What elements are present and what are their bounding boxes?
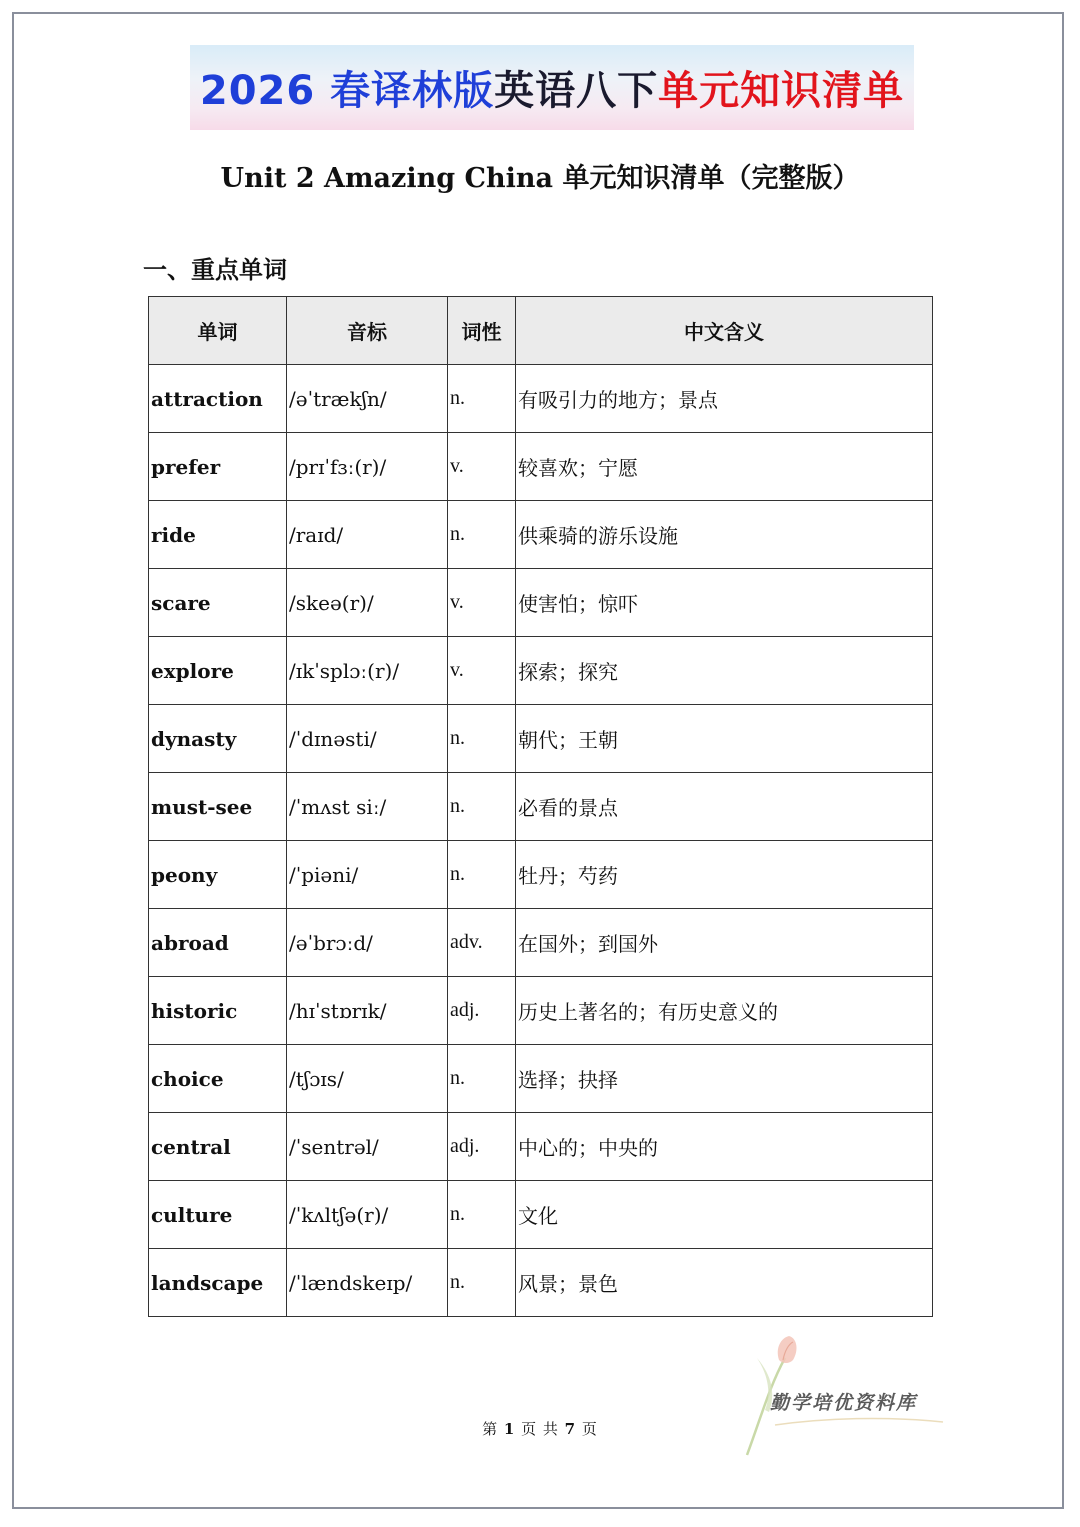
column-header-meaning: 中文含义 [516, 297, 933, 365]
column-header-word: 单词 [149, 297, 287, 365]
word-cell: must-see [149, 773, 287, 841]
table-row [149, 909, 933, 977]
phonetic-cell: /ˈmʌst siː/ [287, 773, 448, 841]
watermark-text: 勤学培优资料库 [770, 1392, 918, 1414]
document-subtitle: Unit 2 Amazing China 单元知识清单（完整版） [220, 163, 860, 194]
banner-title-part1: 2026 春译林版 [199, 68, 495, 114]
phonetic-cell: /ˈsentrəl/ [287, 1113, 448, 1181]
meaning-cell: 历史上著名的；有历史意义的 [516, 977, 933, 1045]
word-cell: scare [149, 569, 287, 637]
table-row [149, 1113, 933, 1181]
part-of-speech-cell: v. [448, 569, 516, 637]
meaning-cell: 选择；抉择 [516, 1045, 933, 1113]
part-of-speech-cell: n. [448, 1249, 516, 1317]
part-of-speech-cell: adj. [448, 1113, 516, 1181]
total-page-number: 7 [564, 1420, 577, 1438]
word-cell: abroad [149, 909, 287, 977]
part-of-speech-cell: adv. [448, 909, 516, 977]
table-row [149, 1249, 933, 1317]
table-row [149, 841, 933, 909]
table-body [149, 365, 933, 1317]
column-header-part-of-speech: 词性 [448, 297, 516, 365]
phonetic-cell: /ˈpiəni/ [287, 841, 448, 909]
meaning-cell: 有吸引力的地方；景点 [516, 365, 933, 433]
part-of-speech-cell: n. [448, 1181, 516, 1249]
meaning-cell: 探索；探究 [516, 637, 933, 705]
word-cell: central [149, 1113, 287, 1181]
table-row [149, 773, 933, 841]
phonetic-cell: /ɪkˈsplɔː(r)/ [287, 637, 448, 705]
table-row [149, 569, 933, 637]
part-of-speech-cell: n. [448, 773, 516, 841]
part-of-speech-cell: adj. [448, 977, 516, 1045]
phonetic-cell: /ˈkʌltʃə(r)/ [287, 1181, 448, 1249]
part-of-speech-cell: n. [448, 841, 516, 909]
banner-title-part2: 英语八下 [494, 68, 659, 114]
word-cell: landscape [149, 1249, 287, 1317]
current-page-number: 1 [503, 1420, 516, 1438]
phonetic-cell: /əˈbrɔːd/ [287, 909, 448, 977]
phonetic-cell: /prɪˈfɜː(r)/ [287, 433, 448, 501]
meaning-cell: 使害怕；惊吓 [516, 569, 933, 637]
meaning-cell: 中心的；中央的 [516, 1113, 933, 1181]
part-of-speech-cell: n. [448, 705, 516, 773]
footer-middle: 页 共 [521, 1420, 559, 1438]
word-cell: explore [149, 637, 287, 705]
banner-title-part3: 单元知识清单 [658, 68, 905, 114]
footer-suffix: 页 [581, 1420, 598, 1438]
word-cell: historic [149, 977, 287, 1045]
word-cell: culture [149, 1181, 287, 1249]
column-header-phonetic: 音标 [287, 297, 448, 365]
part-of-speech-cell: n. [448, 1045, 516, 1113]
vocabulary-table [148, 296, 933, 1317]
word-cell: attraction [149, 365, 287, 433]
meaning-cell: 在国外；到国外 [516, 909, 933, 977]
table-row [149, 977, 933, 1045]
meaning-cell: 必看的景点 [516, 773, 933, 841]
part-of-speech-cell: n. [448, 365, 516, 433]
title-banner [190, 45, 914, 130]
footer-prefix: 第 [482, 1420, 499, 1438]
part-of-speech-cell: v. [448, 637, 516, 705]
table-row [149, 637, 933, 705]
meaning-cell: 朝代；王朝 [516, 705, 933, 773]
meaning-cell: 供乘骑的游乐设施 [516, 501, 933, 569]
word-cell: choice [149, 1045, 287, 1113]
word-cell: ride [149, 501, 287, 569]
phonetic-cell: /tʃɔɪs/ [287, 1045, 448, 1113]
phonetic-cell: /hɪˈstɒrɪk/ [287, 977, 448, 1045]
part-of-speech-cell: n. [448, 501, 516, 569]
phonetic-cell: /əˈtrækʃn/ [287, 365, 448, 433]
table-row [149, 365, 933, 433]
table-row [149, 1181, 933, 1249]
table-row [149, 501, 933, 569]
word-cell: dynasty [149, 705, 287, 773]
table-row [149, 433, 933, 501]
phonetic-cell: /raɪd/ [287, 501, 448, 569]
phonetic-cell: /ˈdɪnəsti/ [287, 705, 448, 773]
meaning-cell: 风景；景色 [516, 1249, 933, 1317]
meaning-cell: 文化 [516, 1181, 933, 1249]
phonetic-cell: /ˈlændskeɪp/ [287, 1249, 448, 1317]
meaning-cell: 牡丹；芍药 [516, 841, 933, 909]
section-heading: 一、重点单词 [143, 255, 287, 284]
phonetic-cell: /skeə(r)/ [287, 569, 448, 637]
table-header-row [149, 297, 933, 365]
table-row [149, 705, 933, 773]
part-of-speech-cell: v. [448, 433, 516, 501]
meaning-cell: 较喜欢；宁愿 [516, 433, 933, 501]
word-cell: peony [149, 841, 287, 909]
word-cell: prefer [149, 433, 287, 501]
table-row [149, 1045, 933, 1113]
